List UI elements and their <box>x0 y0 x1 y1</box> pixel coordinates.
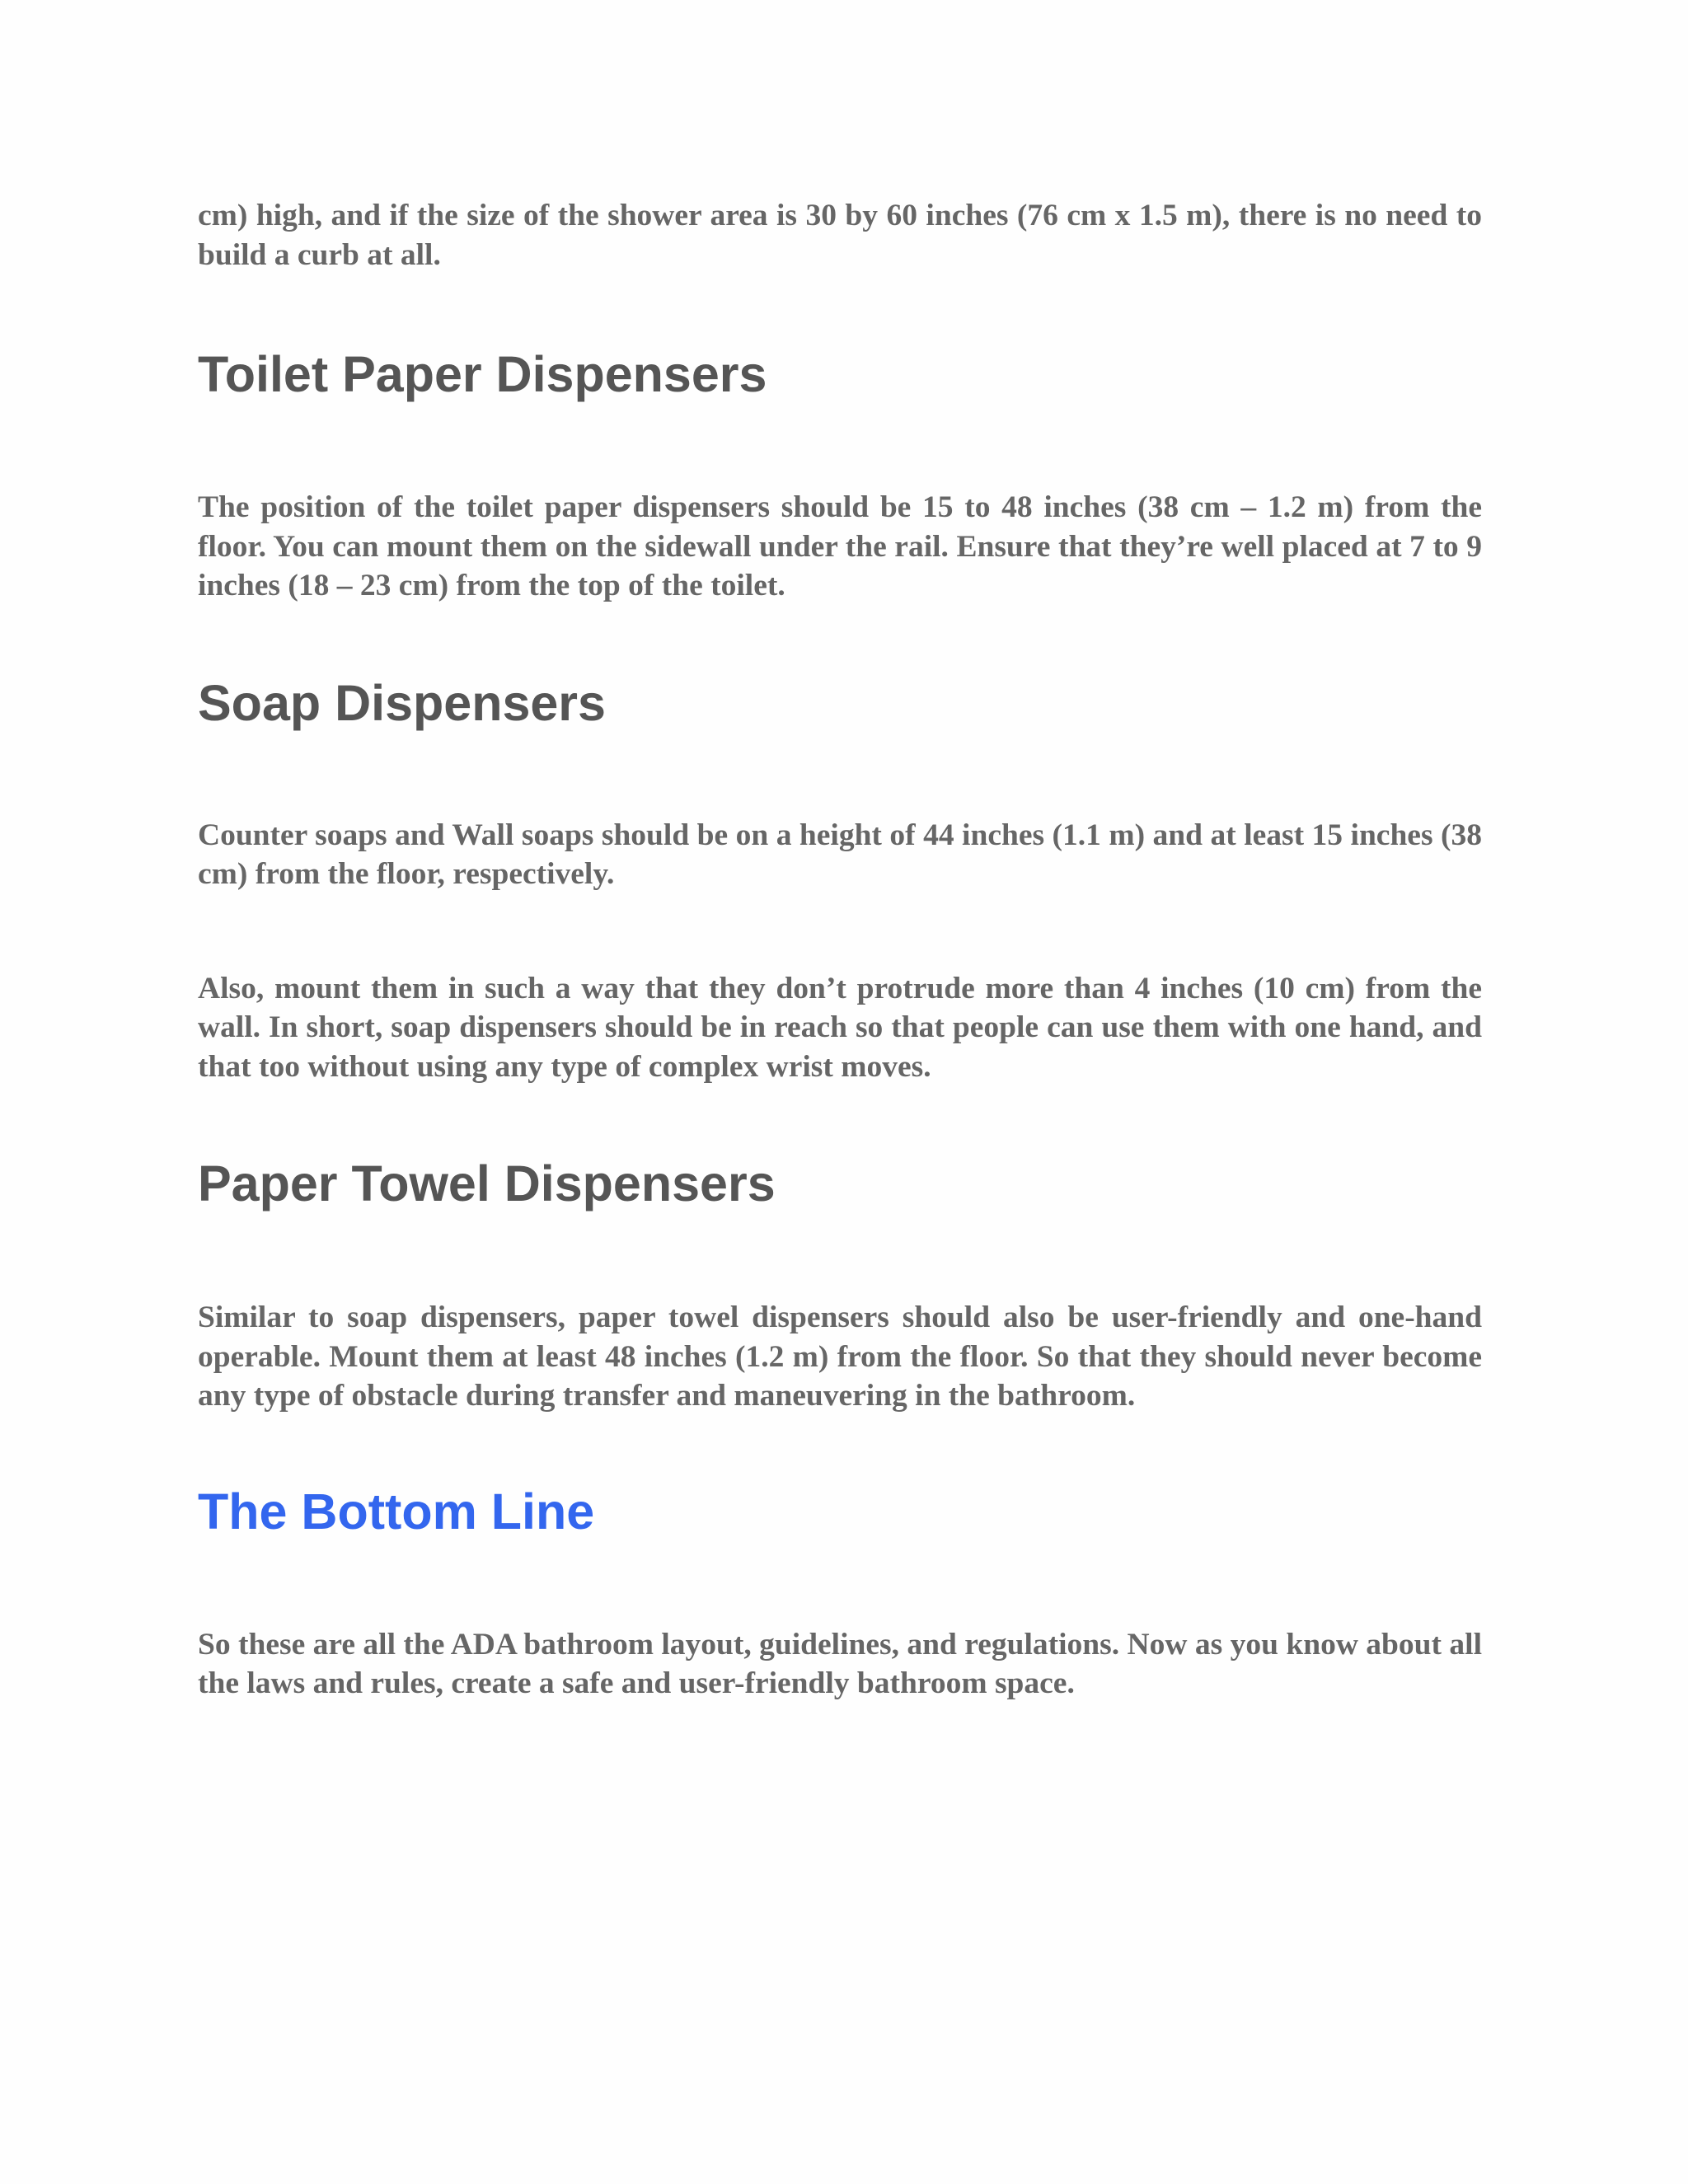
heading-toilet-paper-dispensers: Toilet Paper Dispensers <box>198 346 767 402</box>
paragraph-toilet-paper-dispensers: The position of the toilet paper dispensers should be 15 to 48 inches (38 cm – 1.2 m) from the floor. You can mount them on the sidewall under the rail. Ensure that they’re well placed at 7 to 9 inches (18 – 23 cm) from the top of the toilet. <box>198 490 1482 602</box>
paragraph-bottom-line: So these are all the ADA bathroom layout, guidelines, and regulations. Now as you know about all the laws and rules, create a safe and user-friendly bathroom space. <box>198 1627 1482 1700</box>
heading-soap-dispensers: Soap Dispensers <box>198 674 606 731</box>
paragraph-soap-dispensers-height: Counter soaps and Wall soaps should be on a height of 44 inches (1.1 m) and at least 15 inches (38 cm) from the floor, respectively. <box>198 818 1482 891</box>
heading-bottom-line: The Bottom Line <box>198 1483 595 1540</box>
paragraph-paper-towel-dispensers: Similar to soap dispensers, paper towel dispensers should also be user-friendly and one-hand operable. Mount them at least 48 inches (1.2 m) from the floor. So that they should never become any type of obstacle during transfer and maneuvering in the bathroom. <box>198 1301 1482 1413</box>
paragraph-soap-dispensers-mounting: Also, mount them in such a way that they don’t protrude more than 4 inches (10 cm) from the wall. In short, soap dispensers should be in reach so that people can use them with one hand, and that too without using any type of complex wrist moves. <box>198 971 1482 1084</box>
heading-paper-towel-dispensers: Paper Towel Dispensers <box>198 1155 776 1212</box>
intro-paragraph: cm) high, and if the size of the shower area is 30 by 60 inches (76 cm x 1.5 m), there is no need to build a curb at all. <box>198 199 1482 272</box>
document-page <box>198 196 1482 1704</box>
